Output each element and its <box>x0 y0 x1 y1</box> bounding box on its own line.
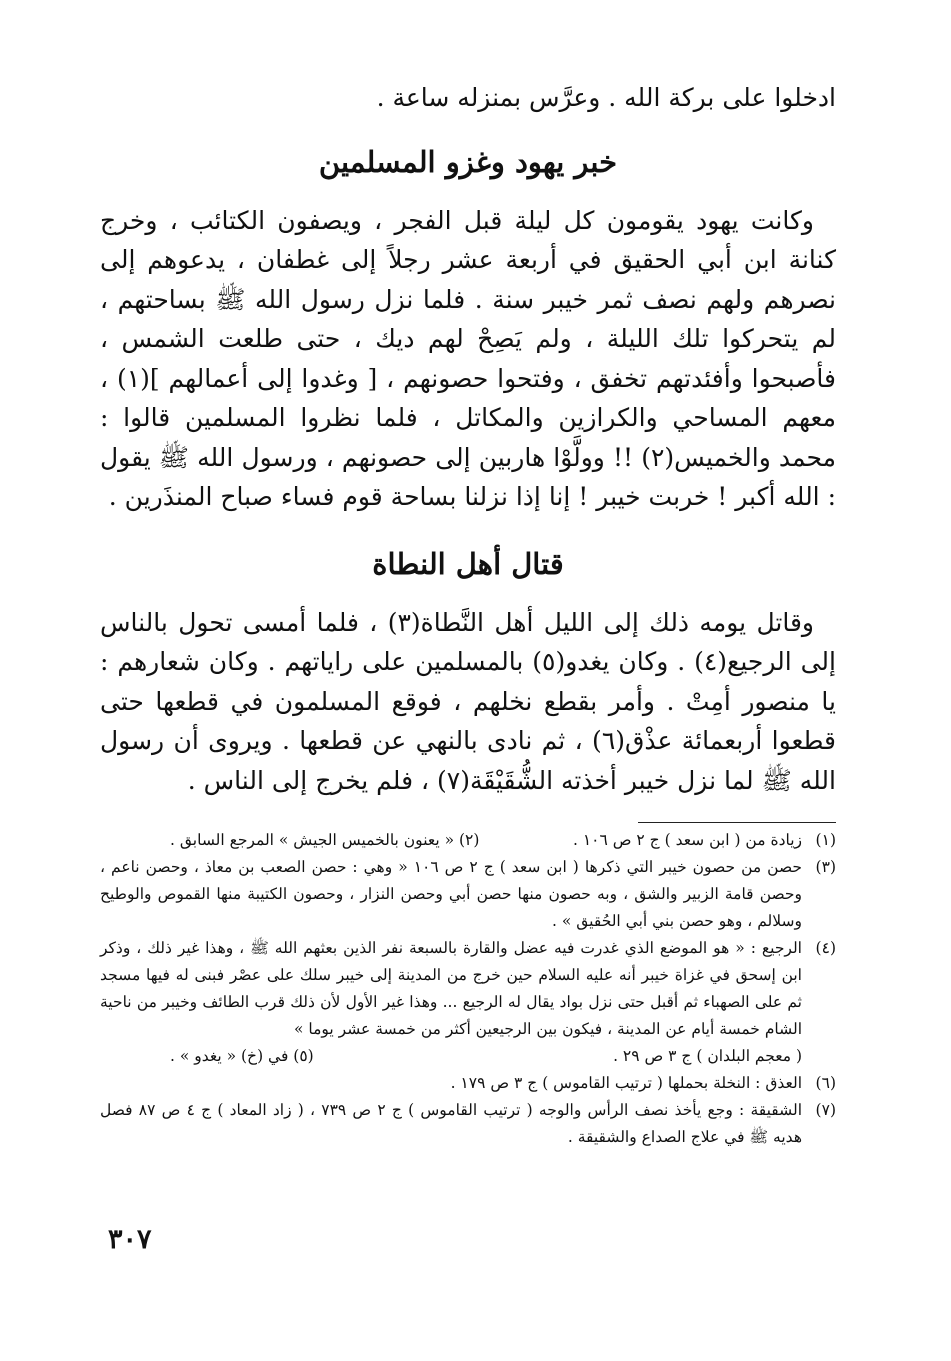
section-heading-battle-of-natat: قتال أهل النطاة <box>372 546 564 581</box>
footnote-number: (٣) <box>815 858 836 876</box>
footnote-number: (٦) <box>815 1074 836 1092</box>
footnote-text: الرجيع : « هو الموضع الذي غدرت فيه عضل والقارة بالسبعة نفر الذين بعثهم الله ﷺ ، وهذا غير ذلك ، وذكر ابن إسحق في غزاة خيبر أنه عليه السلام حين خرج من المدينة إلى خيبر سلك على عصْر فبنى له فيها مسجد ثم على الصهباء ثم أقبل حتى نزل بواد يقال له الرجيع ... وهذا غير الأول لأن ذلك قرب الطائف وخيبر من ناحية الشام خمسة أيام عن المدينة ، فيكون بين الرجيعين أكثر من خمسة عشر يوما » <box>100 939 802 1038</box>
footnote-text: العذق : النخلة بحملها ( ترتيب القاموس ) ج ٣ ص ١٧٩ . <box>450 1074 802 1092</box>
footnote-1-2 <box>100 827 836 854</box>
footnote-7 <box>100 1097 836 1151</box>
section-heading-jews-and-muslim-raid: خبر يهود وغزو المسلمين <box>318 144 618 179</box>
footnote-3 <box>100 854 836 935</box>
section-paragraph-jews-and-muslim-raid: وكانت يهود يقومون كل ليلة قبل الفجر ، ويصفون الكتائب ، وخرج كنانة ابن أبي الحقيق في أربعة عشر رجلاً إلى غطفان ، يدعوهم إلى نصرهم ولهم نصف ثمر خيبر سنة . فلما نزل رسول الله ﷺ بساحتهم ، لم يتحركوا تلك الليلة ، ولم يَصِحْ لهم ديك ، حتى طلعت الشمس ، فأصبحوا وأفئدتهم تخفق ، وفتحوا حصونهم ، [ وغدوا إلى أعمالهم ](١) ، معهم المساحي والكرازين والمكاتل ، فلما نظروا المسلمين قالوا : محمد والخميس(٢) !! وولَّوْا هاربين إلى حصونهم ، ورسول الله ﷺ يقول : الله أكبر ! خربت خيبر ! إنا إذا نزلنا بساحة قوم فساء صباح المنذَرين . <box>100 205 837 511</box>
footnote-text: الشقيقة : وجع يأخذ نصف الرأس والوجه ( ترتيب القاموس ) ج ٢ ص ٧٣٩ ، ( زاد المعاد ) ج ٤ ص ٨٧ فصل هديه ﷺ في علاج الصداع والشقيقة . <box>100 1101 802 1146</box>
footnote-body <box>100 935 802 1070</box>
footnote-4-5 <box>100 935 836 1070</box>
footnote-last-line <box>100 1043 802 1070</box>
footnote-side-note: (٢) « يعنون بالخميس الجيش » المرجع السابق . <box>170 831 480 849</box>
page-body <box>100 78 836 800</box>
footnote-6 <box>100 1070 836 1097</box>
footnote-text: زيادة من ( ابن سعد ) ج ٢ ص ١٠٦ . <box>572 831 802 849</box>
footnote-number: (٤) <box>815 939 836 957</box>
page-number: ٣٠٧ <box>108 1224 152 1255</box>
section-paragraph-battle-of-natat: وقاتل يومه ذلك إلى الليل أهل النَّطاة(٣) ، فلما أمسى تحول بالناس إلى الرجيع(٤) . وكان يغدو(٥) بالمسلمين على راياتهم . وكان شعارهم : يا منصور أمِتْ . وأمر بقطع نخلهم ، فوقع المسلمون في قطعها حتى قطعوا أربعمائة عذْق(٦) ، ثم نادى بالنهي عن قطعها . ويروى أن رسول الله ﷺ لما نزل خيبر أخذته الشُّقَيْقَة(٧) ، فلم يخرج إلى الناس . <box>100 607 837 795</box>
opening-line: ادخلوا على بركة الله . وعرَّس بمنزله ساعة . <box>376 83 836 112</box>
footnote-number: (١) <box>815 831 836 849</box>
footnote-citation: ( معجم البلدان ) ج ٣ ص ٢٩ . <box>613 1047 802 1065</box>
footnote-number: (٧) <box>815 1101 836 1119</box>
footnote-separator <box>638 822 836 823</box>
footnote-side-note: (٥) في (خ) « يغدو » . <box>170 1047 314 1065</box>
footnotes-block <box>100 822 836 1151</box>
footnote-body <box>100 827 802 854</box>
footnote-text: حصن من حصون خيبر التي ذكرها ( ابن سعد ) ج ٢ ص ١٠٦ « وهي : حصن الصعب بن معاذ ، وحصن ناعم ، وحصن قامة الزبير والشق ، وبه حصون منها حصن أبي وحصن النزار ، وحصون الكتيبة منها القموص والوطيح وسلالم ، وهو حصن بني أبي الحُقيق » . <box>100 858 803 930</box>
